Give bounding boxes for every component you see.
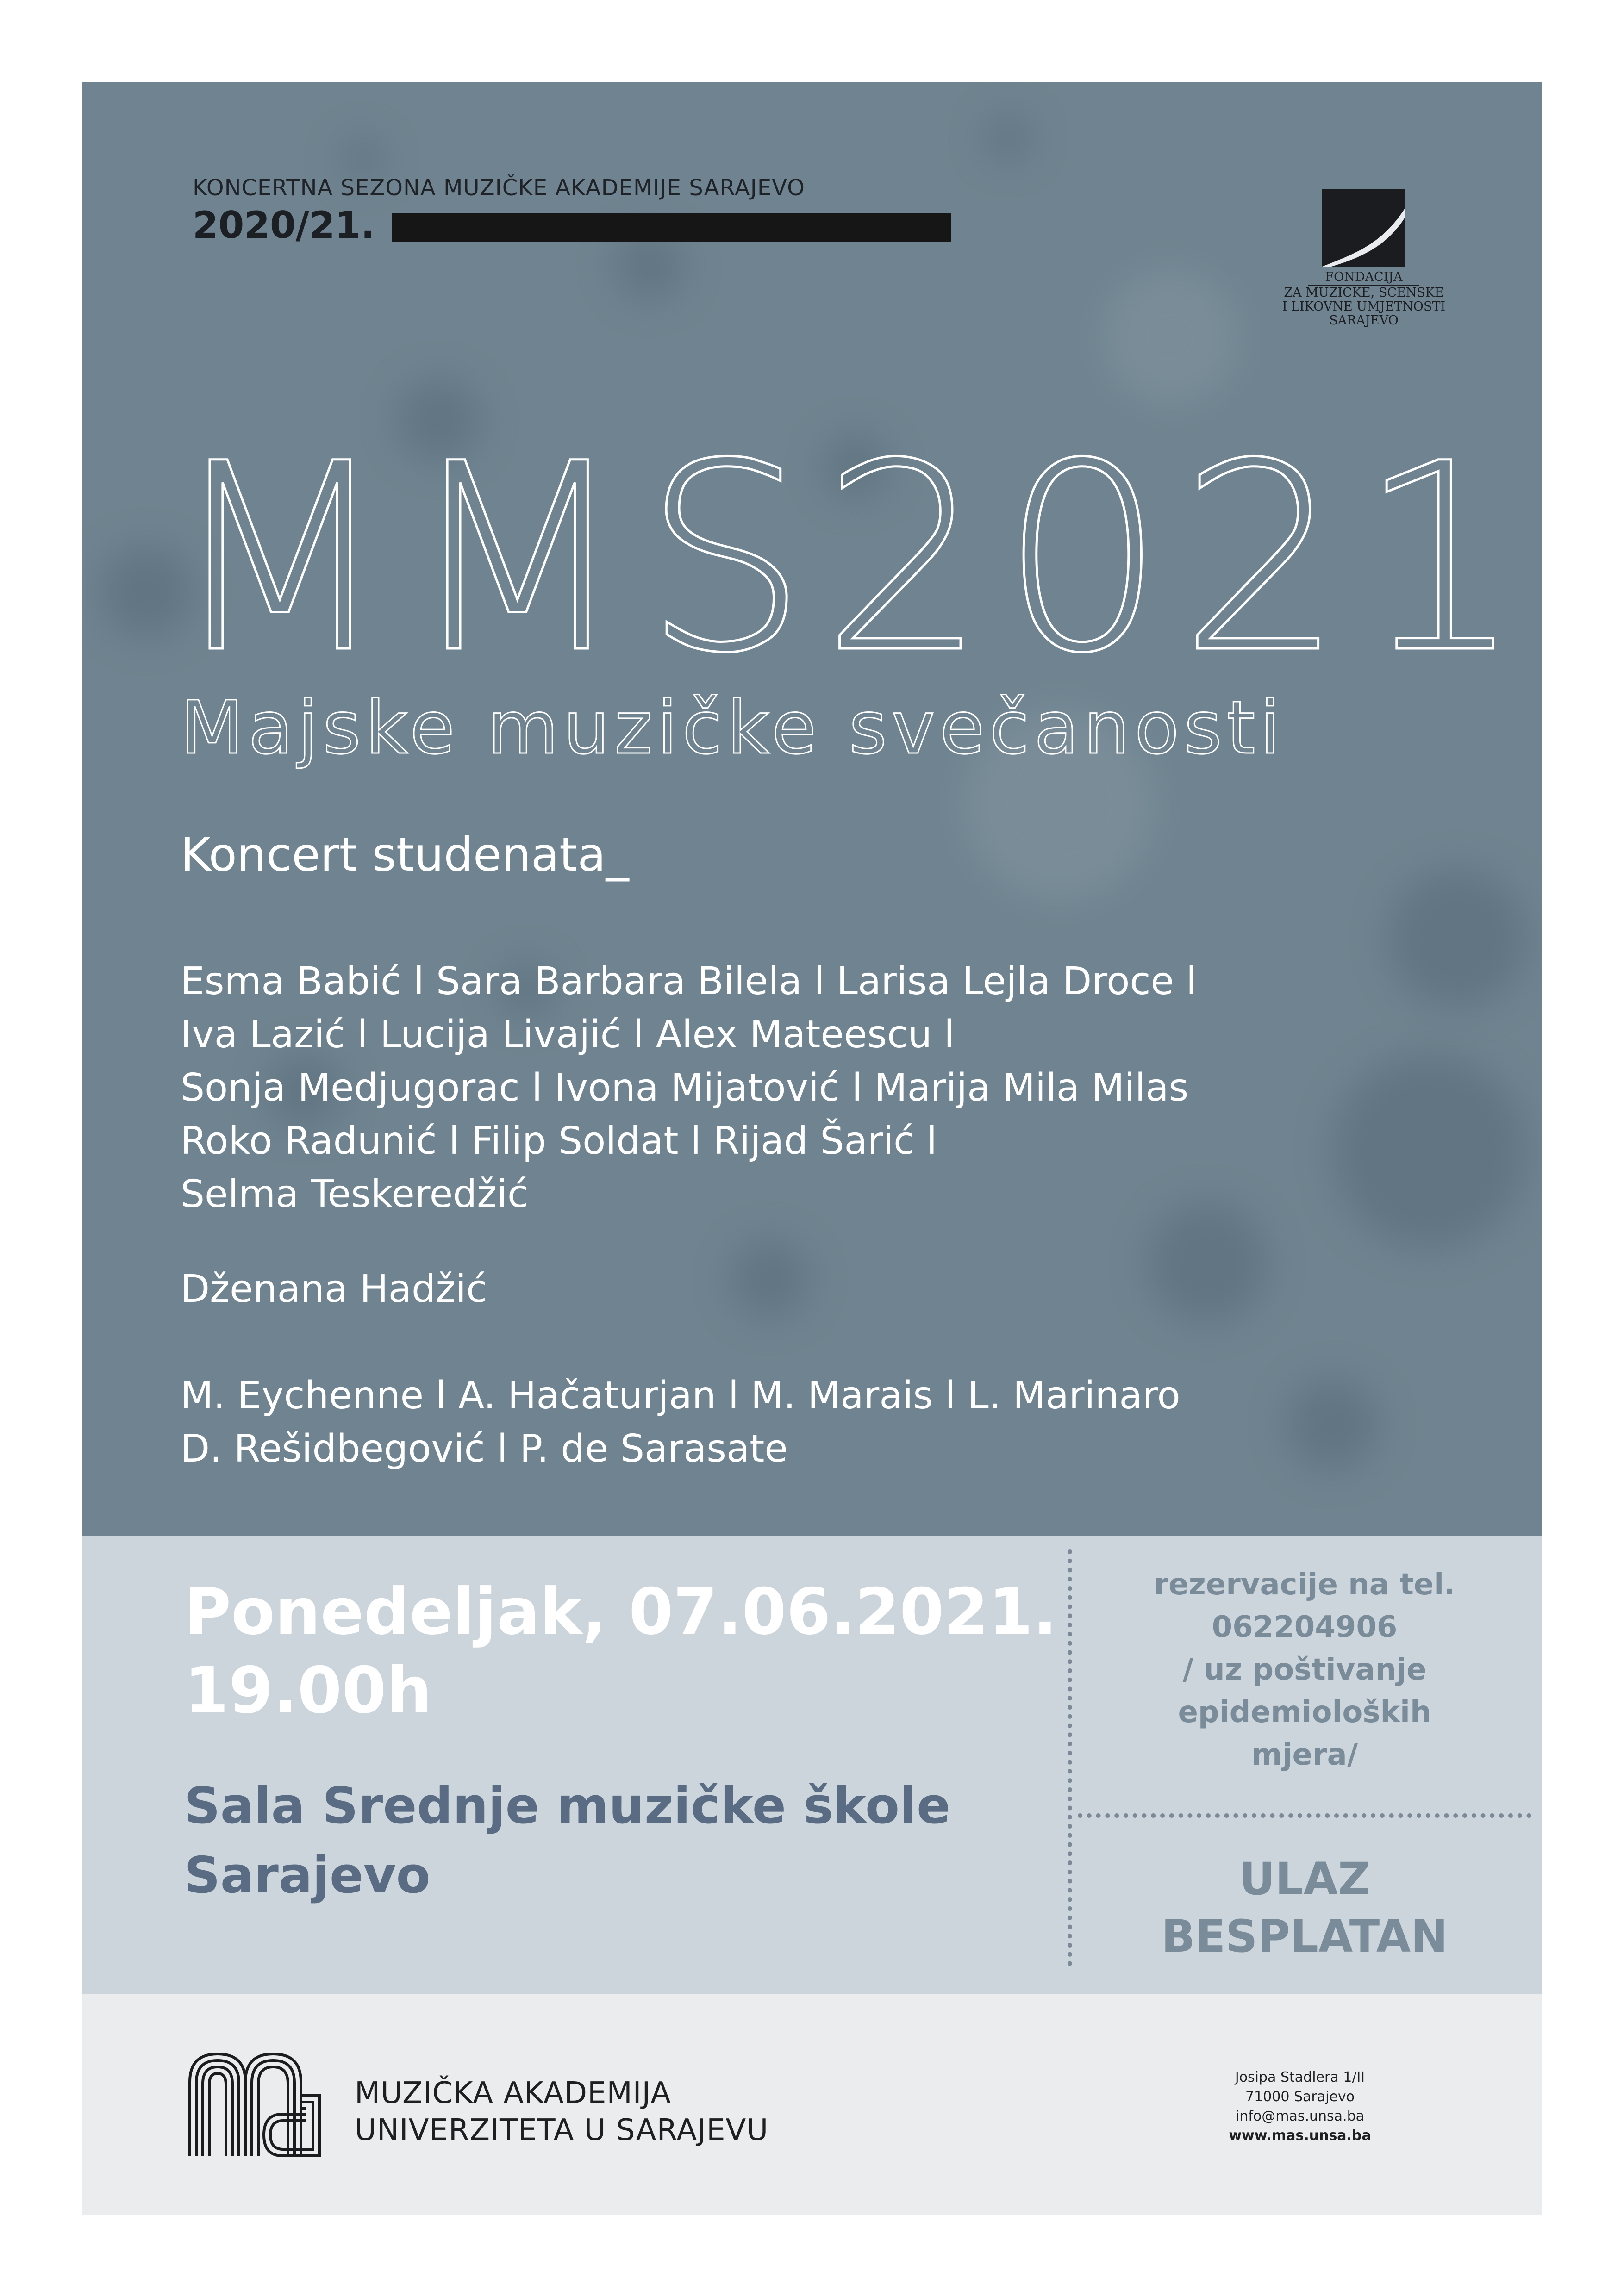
reservation-line: mjera/	[1251, 1738, 1358, 1772]
poster	[82, 82, 1542, 2215]
season-year: 2020/21.	[193, 204, 375, 247]
event-info-section	[82, 1536, 1542, 1994]
free-entry-notice	[1078, 1850, 1531, 1965]
reservation-phone: 062204906	[1212, 1610, 1398, 1644]
composer-list	[181, 1369, 1181, 1475]
background-bokeh	[1332, 1054, 1527, 1249]
composer-line: M. Eychenne l A. Hačaturjan l M. Marais l L. Marinaro	[181, 1374, 1181, 1418]
background-bokeh	[1388, 869, 1527, 1008]
address-line: 71000 Sarajevo	[1245, 2089, 1355, 2105]
email-link[interactable]: info@mas.unsa.ba	[1235, 2108, 1365, 2124]
event-date: Ponedeljak, 07.06.2021.	[184, 1574, 1057, 1649]
venue-line: Sala Srednje muzičke škole	[184, 1777, 951, 1835]
event-time: 19.00h	[184, 1653, 432, 1728]
foundation-line: FONDACIJA	[1325, 270, 1403, 284]
background-bokeh	[1286, 1378, 1379, 1471]
hero-section	[82, 82, 1542, 1536]
festival-title: MMS2021	[168, 408, 1537, 710]
performer-line: Roko Radunić l Filip Soldat l Rijad Šarić l	[181, 1119, 937, 1163]
performer-list	[181, 955, 1197, 1221]
reservation-info	[1078, 1563, 1531, 1776]
season-bar	[392, 213, 951, 242]
foundation-line: ZA MUZIČKE, SCENSKE	[1284, 286, 1444, 300]
venue-line: Sarajevo	[184, 1847, 431, 1904]
background-bokeh	[731, 1239, 809, 1318]
academy-line: UNIVERZITETA U SARAJEVU	[355, 2113, 769, 2147]
foundation-line: SARAJEVO	[1329, 313, 1399, 328]
foundation-text	[1271, 270, 1456, 328]
dotted-divider	[1078, 1813, 1531, 1818]
background-bokeh	[342, 138, 383, 180]
academy-line: MUZIČKA AKADEMIJA	[355, 2076, 672, 2110]
foundation-line: I LIKOVNE UMJETNOSTI	[1282, 299, 1446, 314]
academy-name	[355, 2075, 768, 2149]
background-bokeh	[1101, 268, 1240, 406]
dotted-divider	[1068, 1549, 1072, 1966]
background-bokeh	[985, 115, 1031, 161]
footer	[82, 1994, 1542, 2215]
entry-line: ULAZ	[1239, 1853, 1370, 1905]
composer-line: D. Rešidbegović l P. de Sarasate	[181, 1427, 788, 1471]
reservation-line: / uz poštivanje	[1182, 1653, 1427, 1687]
performer-line: Iva Lazić l Lucija Livajić l Alex Mateescu l	[181, 1013, 955, 1057]
performer-line: Selma Teskeredžić	[181, 1172, 529, 1216]
event-venue	[184, 1772, 950, 1910]
performer-line: Sonja Medjugorac l Ivona Mijatović l Marija Mila Milas	[181, 1066, 1189, 1110]
reservation-line: rezervacije na tel.	[1154, 1568, 1455, 1602]
foundation-logo	[1271, 189, 1456, 328]
academy-address	[1193, 2068, 1406, 2146]
performer-line: Esma Babić l Sara Barbara Bilela l Larisa Lejla Droce l	[181, 959, 1197, 1003]
website-link[interactable]: www.mas.unsa.ba	[1229, 2128, 1371, 2144]
academy-logo-icon	[185, 2049, 324, 2160]
festival-subtitle: Majske muzičke svečanosti	[181, 685, 1285, 771]
mentor-name: Dženana Hadžić	[181, 1267, 487, 1311]
foundation-emblem-icon	[1322, 189, 1405, 267]
address-line: Josipa Stadlera 1/II	[1235, 2069, 1365, 2085]
season-title: KONCERTNA SEZONA MUZIČKE AKADEMIJE SARAJEVO	[193, 175, 805, 201]
reservation-line: epidemioloških	[1178, 1695, 1431, 1730]
concert-heading: Koncert studenata_	[181, 828, 629, 882]
entry-line: BESPLATAN	[1161, 1910, 1448, 1962]
